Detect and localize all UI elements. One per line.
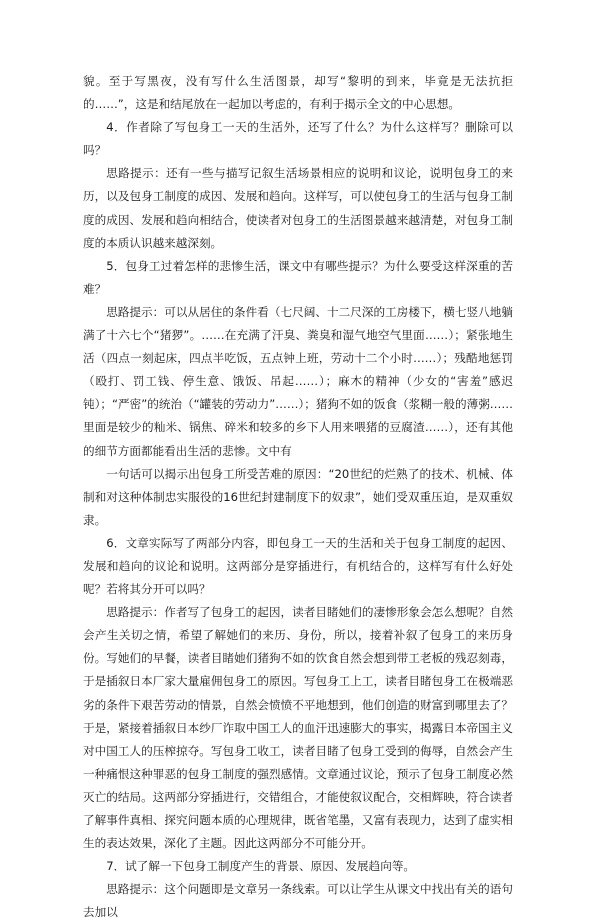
question-5: 5．包身工过着怎样的悲惨生活，课文中有哪些提示？为什么要受这样深重的苦难？ [83, 258, 513, 296]
hint-5: 思路提示：可以从居住的条件看（七尺阔、十二尺深的工房楼下，横七竖八地躺满了十六七个“猪猡”。……在充满了汗臭、粪臭和湿气地空气里面……）；紧张地生活（四点一刻起床，四点半吃饭，五点钟上班，劳动十二个小时……）；残酷地惩罚（殴打、罚工钱、停生意、饿饭、吊起……）；麻木的精神（少女的“害羞”感迟钝）；“严密”的统治（“罐装的劳动力”……）；猪狗不如的饭食（浆糊一般的薄粥……里面是较少的籼米、锅焦、碎米和较多的乡下人用来喂猪的豆腐渣……），还有其他的细节方面都能看出生活的悲惨。文中有 [83, 304, 513, 458]
question-6: 6．文章实际写了两部分内容，即包身工一天的生活和关于包身工制度的起因、发展和趋向的议论和说明。这两部分是穿插进行，有机结合的，这样写有什么好处呢？若将其分开可以吗？ [83, 535, 513, 597]
question-7: 7．试了解一下包身工制度产生的背景、原因、发展趋向等。 [106, 859, 416, 874]
hint-6: 思路提示：作者写了包身工的起因，读者目睹她们的凄惨形象会怎么想呢？自然会产生关切之情，希望了解她们的来历、身份，所以，接着补叙了包身工的来历身份。写她们的早餐，读者目睹她们猪狗不如的饮食自然会想到带工老板的残忍刻毒，于是插叙日本厂家大量雇佣包身工的原因。写包身工上工，读者目睹包身工在极端恶劣的条件下艰苦劳动的情景，自然会愤愤不平地想到，他们创造的财富到哪里去了？于是，紧接着插叙日本纱厂诈取中国工人的血汗迅速膨大的事实，揭露日本帝国主义对中国工人的压榨掠夺。写包身工收工，读者目睹了包身工受到的侮辱，自然会产生一种痛恨这种罪恶的包身工制度的强烈感情。文章通过议论，预示了包身工制度必然灭亡的结局。这两部分穿插进行，交错组合，才能使叙议配合，交相辉映，符合读者了解事件真相、探究问题本质的心理规律，既省笔墨，又富有表现力，达到了虚实相生的表达效果，深化了主题。因此这两部分不可能分开。 [83, 605, 513, 851]
question-4: 4．作者除了写包身工一天的生活外，还写了什么？为什么这样写？删除可以吗？ [83, 120, 513, 158]
paragraph-continuation: 貌。至于写黑夜，没有写什么生活图景，却写“黎明的到来，毕竟是无法抗拒的……”，这是和结尾放在一起加以考虑的，有利于揭示全文的中心思想。 [83, 74, 513, 112]
hint-5-continued: 一句话可以揭示出包身工所受苦难的原因：“20世纪的烂熟了的技术、机械、体制和对这种体制忠实服役的16世纪封建制度下的奴隶”，她们受双重压迫，是双重奴隶。 [83, 466, 513, 527]
hint-4: 思路提示：还有一些与描写记叙生活场景相应的说明和议论，说明包身工的来历，以及包身工制度的成因、发展和趋向。这样写，可以使包身工的生活与包身工制度的成因、发展和趋向相结合，使读者对包身工的生活图景越来越清楚，对包身工制度的本质认识越来越深刻。 [83, 166, 513, 250]
document-body [83, 70, 513, 924]
hint-7: 思路提示：这个问题即是文章另一条线索。可以让学生从课文中找出有关的语句去加以 [83, 882, 513, 920]
